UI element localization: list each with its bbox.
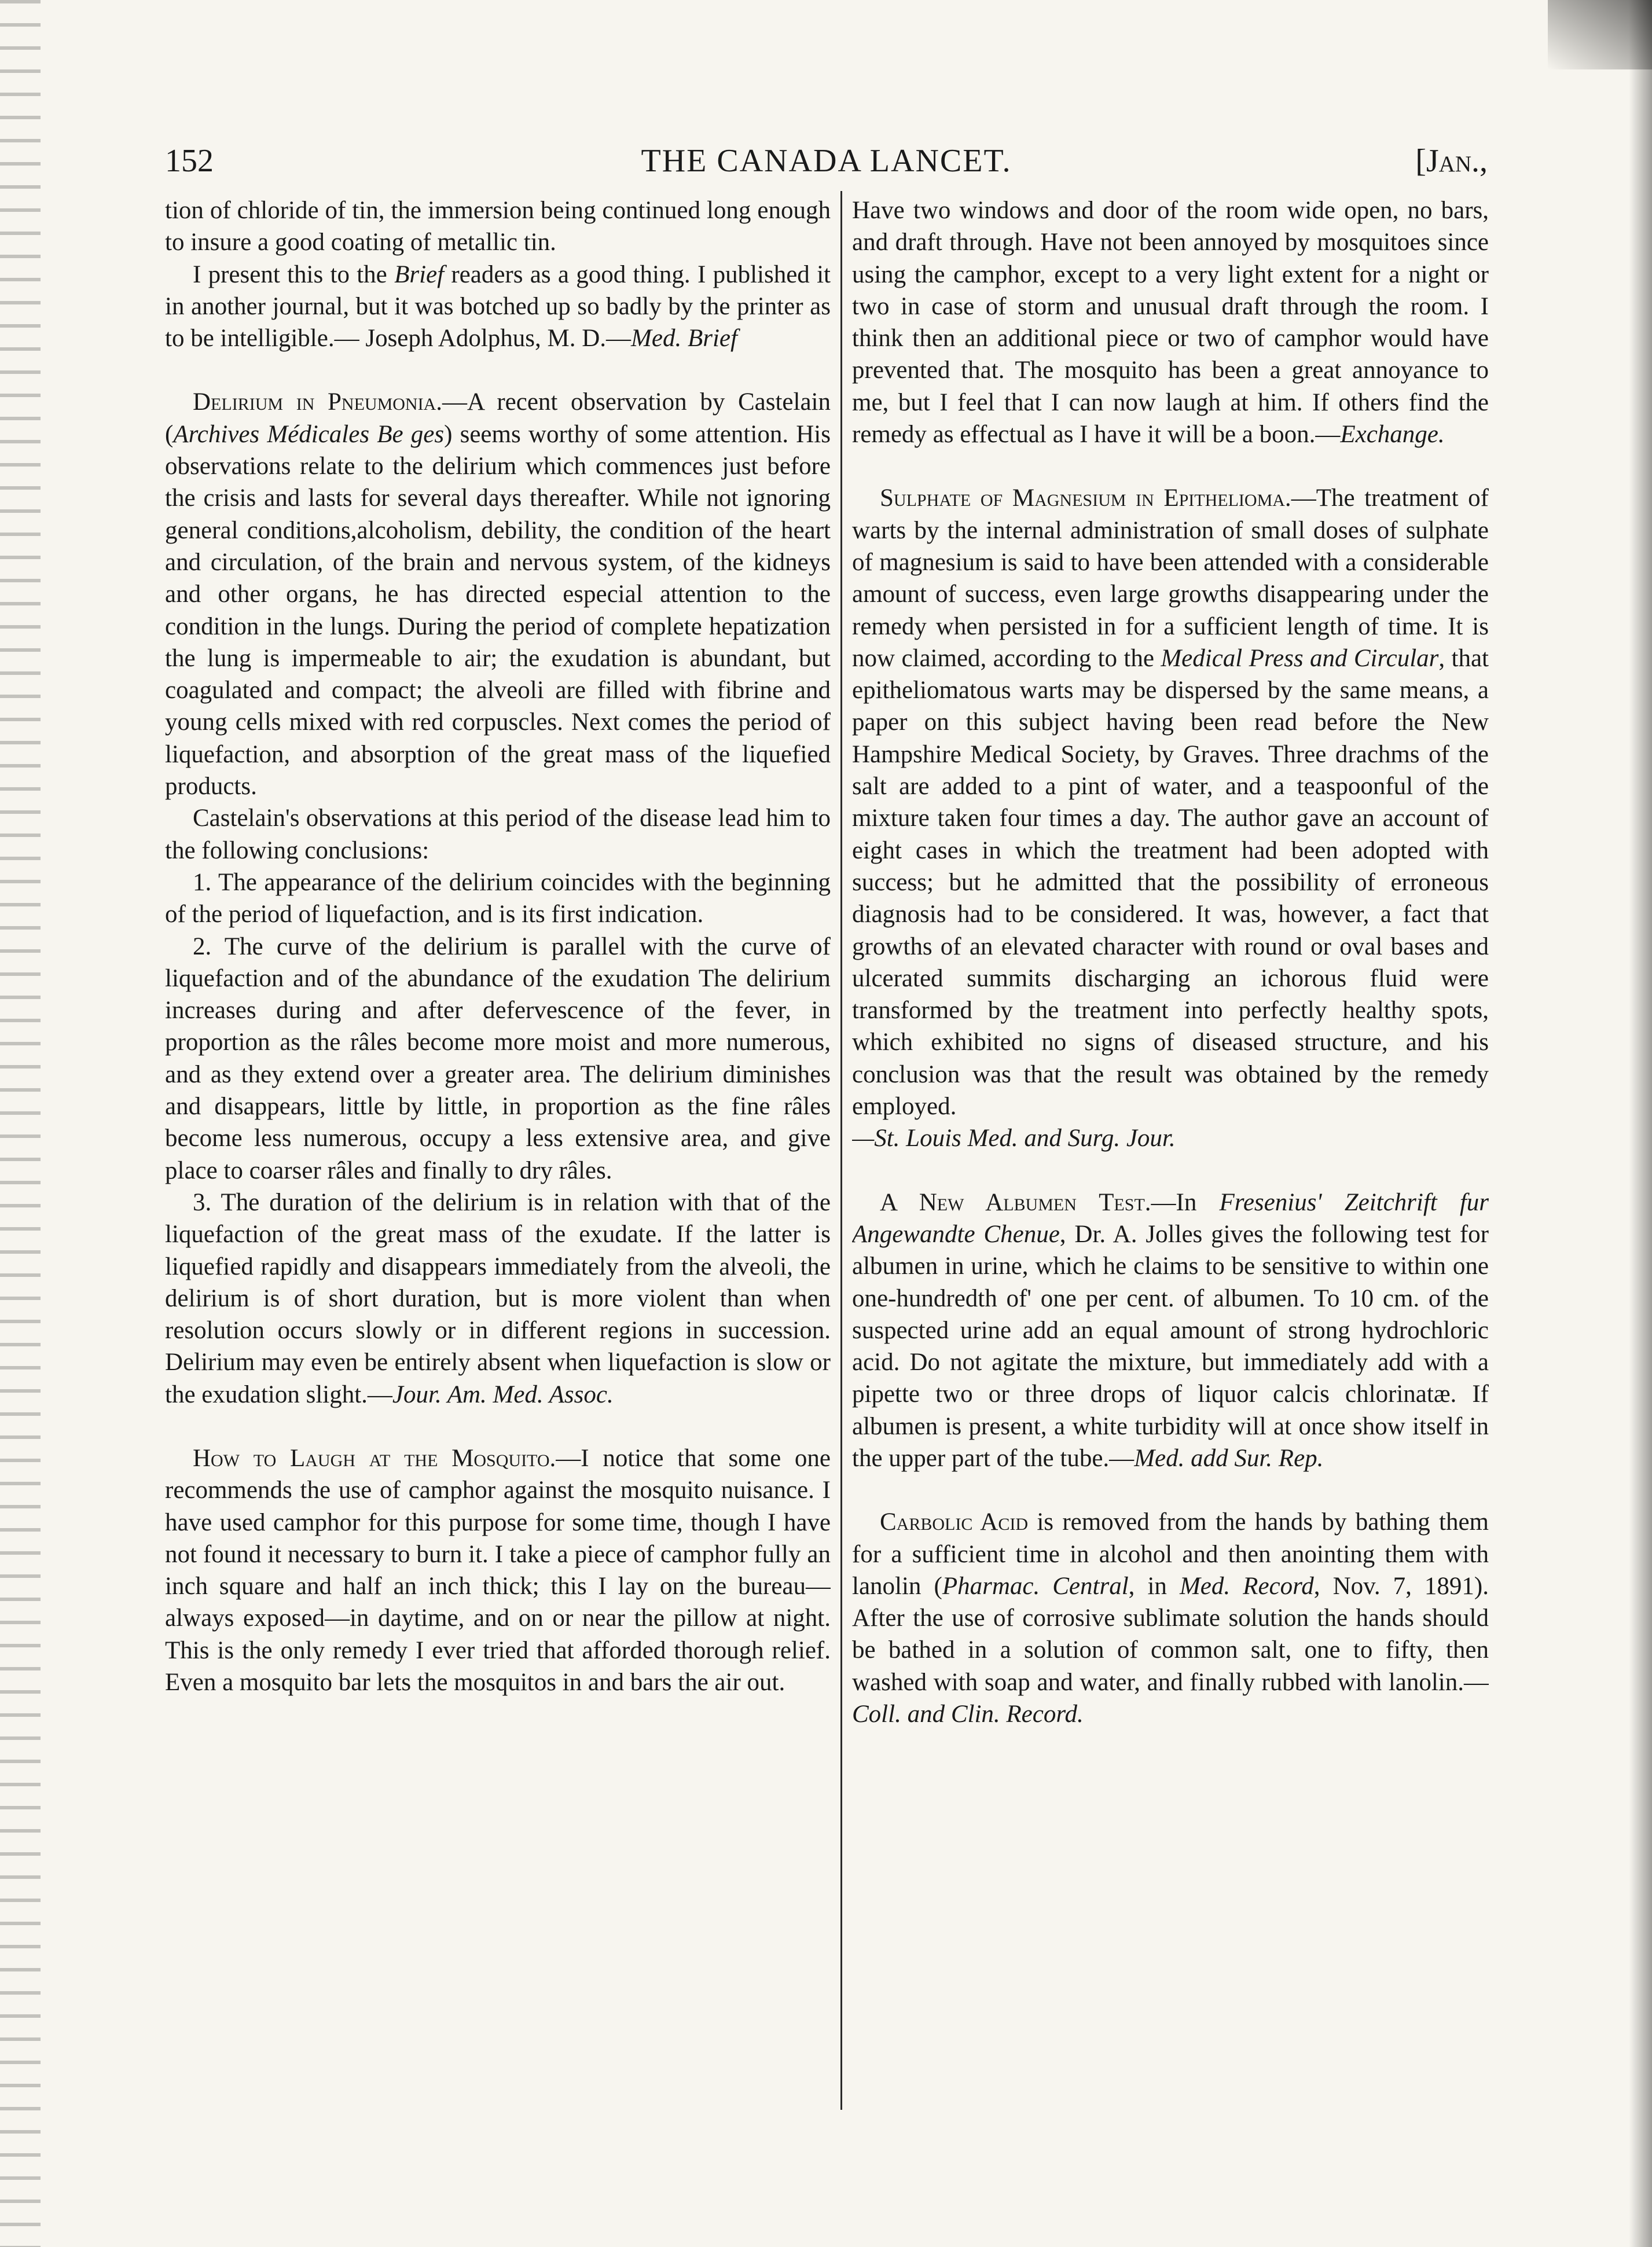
article-title: Sulphate of Magnesium in Epithelioma. [880, 484, 1291, 512]
conclusion-item: 3. The duration of the delirium is in relation with that of the liquefaction of the great mass of the exudate. If the latter is liquefied rapidly and disappears immediately from the alveoli, the delirium is of short duration, but is more violent than when resolution occurs slowly or in different regions in succession. Delirium may even be entirely absent when liquefaction is slow or the exudation slight.—Jour. Am. Med. Assoc. [165, 1188, 831, 1408]
article-delirium-pneumonia: Delirium in Pneumonia.—A recent observation by Castelain (Archives Médicales Be ges) seems worthy of some attention. His observations relate to the delirium which commences just before the crisis and lasts for several days thereafter. While not ignoring general conditions,alcoholism, debility, the condition of the heart and circulation, of the brain and nervous system, of the kidneys and other organs, he has directed especial attention to the condition in the lungs. During the period of complete hepatization the lung is impermeable to air; the exudation is abundant, but coagulated and compact; the alveoli are filled with fibrine and young cells mixed with red corpuscles. Next comes the period of liquefaction, and absorption of the great mass of the liquefied products. [165, 388, 831, 801]
running-header [165, 142, 1488, 183]
article-source: Jour. Am. Med. Assoc. [392, 1380, 614, 1408]
article-albumen-test: A New Albumen Test.—In Fresenius' Zeitchrift fur Angewandte Chenue, Dr. A. Jolles gives the following test for albumen in urine, which he claims to be sensitive to within one one-hundredth of' one per cent. of albumen. To 10 cm. of the suspected urine add an equal amount of strong hydrochloric acid. Do not agitate the mixture, but immediately add with a pipette two or three drops of liquor calcis chlorinatæ. If albumen is present, a white turbidity will at once show itself in the upper part of the tube.—Med. add Sur. Rep. [852, 1188, 1489, 1472]
article-carbolic-acid: Carbolic Acid is removed from the hands by bathing them for a sufficient time in alcohol and then anointing them with lanolin (Pharmac. Central, in Med. Record, Nov. 7, 1891). After the use of corrosive sublimate solution the hands should be bathed in a solution of common salt, one to fifty, then washed with soap and water, and finally rubbed with lanolin.—Coll. and Clin. Record. [852, 1508, 1489, 1728]
scan-edge-shadow [1629, 0, 1652, 2247]
article-title: A New Albumen Test. [880, 1188, 1151, 1216]
article-title: Carbolic Acid [880, 1508, 1029, 1536]
paragraph: tion of chloride of tin, the immersion being continued long enough to insure a good coating of metallic tin. [165, 197, 831, 256]
page-number: 152 [165, 143, 214, 179]
article-source: —St. Louis Med. and Surg. Jour. [852, 1125, 1176, 1152]
paragraph: Castelain's observations at this period of the disease lead him to the following conclusions: [165, 805, 831, 864]
article-mosquito: How to Laugh at the Mosquito.—I notice that some one recommends the use of camphor against the mosquito nuisance. I have used camphor for this purpose for some time, though I have not found it necessary to burn it. I take a piece of camphor fully an inch square and half an inch thick; this I lay on the bureau—always exposed—in daytime, and on or near the pillow at night. This is the only remedy I ever tried that afforded thorough relief. Even a mosquito bar lets the mosquitos in and bars the air out. [165, 1444, 831, 1697]
journal-title: THE CANADA LANCET. [641, 143, 1012, 179]
paragraph: I present this to the Brief readers as a good thing. I published it in another journal, but it was botched up so badly by the printer as to be intelligible.— Joseph Adolphus, M. D.—Med. Brief [165, 260, 831, 353]
article-source: Med. add Sur. Rep. [1134, 1444, 1324, 1472]
article-source: Coll. and Clin. Record. [852, 1701, 1084, 1728]
column-divider [840, 191, 842, 2110]
article-magnesium-epithelioma: Sulphate of Magnesium in Epithelioma.—The treatment of warts by the internal administration of small doses of sulphate of magnesium is said to have been attended with a considerable amount of success, even large growths disappearing under the remedy when persisted in for a sufficient length of time. It is now claimed, according to the Medical Press and Circular, that epitheliomatous warts may be dispersed by the same means, a paper on this subject having been read before the New Hampshire Medical Society, by Graves. Three drachms of the salt are added to a pint of water, and a teaspoonful of the mixture taken four times a day. The author gave an account of eight cases in which the treatment had been adopted with success; but he admitted that the possibility of erroneous diagnosis had to be considered. It was, however, a fact that growths of an elevated character with round or oval bases and ulcerated summits discharging an ichorous fluid were transformed by the treatment into perfectly healthy spots, which exhibited no signs of diseased structure, and his conclusion was that the result was obtained by the remedy employed. —St. Louis Med. and Surg. Jour. [852, 484, 1489, 1152]
issue-date: [Jan., [1415, 143, 1488, 179]
right-column [852, 194, 1489, 2122]
article-source: Exchange. [1340, 421, 1445, 449]
scan-corner-shadow [1548, 0, 1652, 69]
paragraph: Have two windows and door of the room wide open, no bars, and draft through. Have not been annoyed by mosquitoes since using the camphor, except to a very light extent for a night or two in case of storm and unusual draft through the room. I think then an additional piece or two of camphor would have prevented that. The mosquito has been a great annoyance to me, but I feel that I can now laugh at him. If others find the remedy as effectual as I have it will be a boon.—Exchange. [852, 197, 1489, 449]
conclusion-item: 1. The appearance of the delirium coincides with the beginning of the period of liquefaction, and is its first indication. [165, 868, 831, 928]
scan-binding-shadow [0, 0, 41, 2247]
left-column [165, 194, 831, 2122]
article-source: Med. Brief [631, 325, 737, 353]
conclusion-item: 2. The curve of the delirium is parallel with the curve of liquefaction and of the abundance of the exudation The delirium increases during and after defervescence of the fever, in proportion as the râles become more moist and more numerous, and as they extend over a greater area. The delirium diminishes and disappears, little by little, in proportion as the fine râles become less numerous, occupy a less extensive area, and give place to coarser râles and finally to dry râles. [165, 932, 831, 1184]
article-title: How to Laugh at the Mosquito. [193, 1444, 556, 1472]
article-title: Delirium in Pneumonia. [193, 388, 442, 416]
